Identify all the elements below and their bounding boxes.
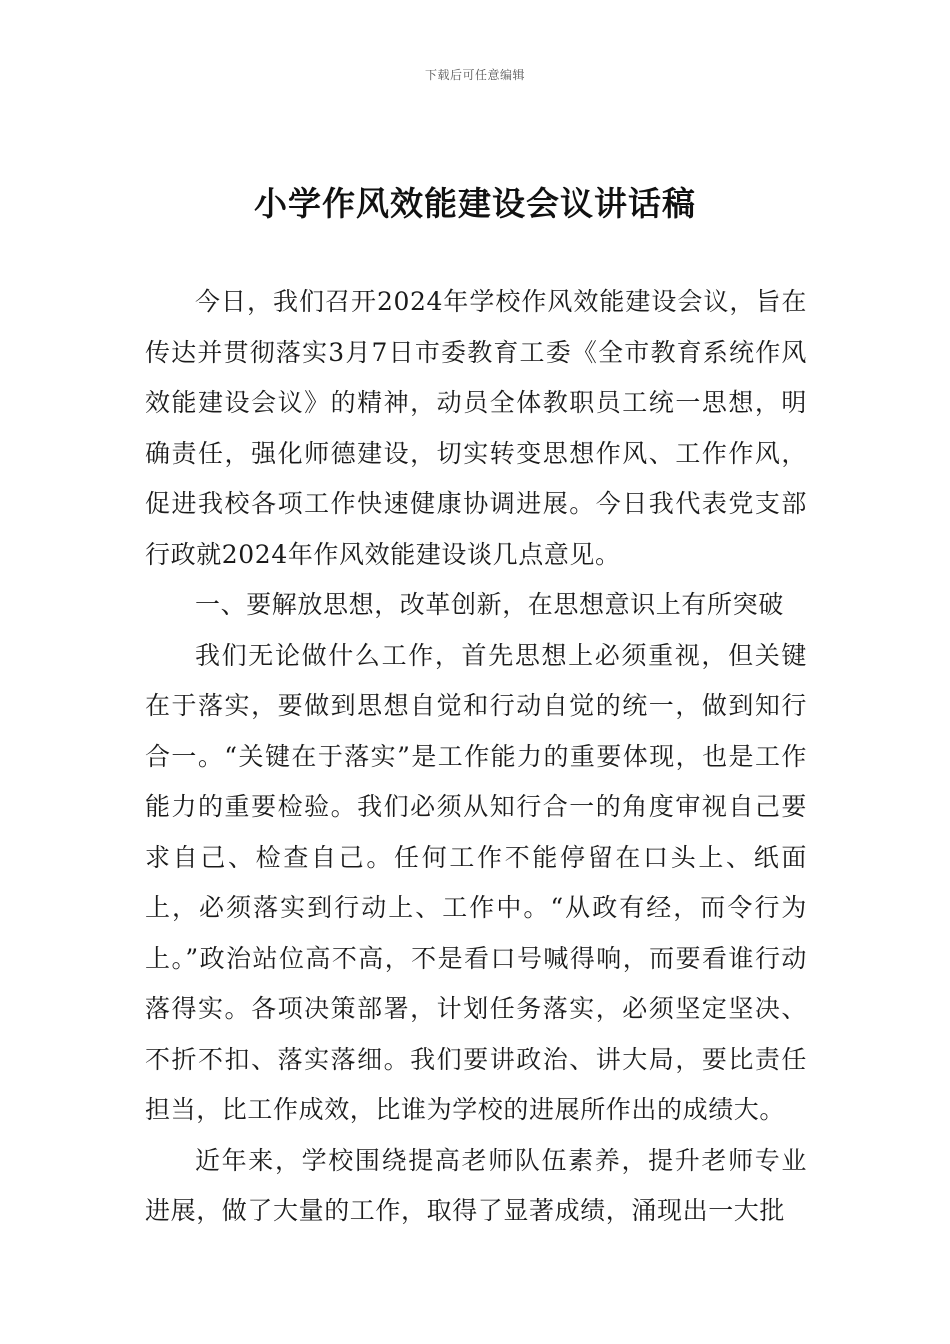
paragraph-continued: 近年来，学校围绕提高老师队伍素养，提升老师专业进展，做了大量的工作，取得了显著成绩，涌现出一大批	[145, 1145, 807, 1225]
document-title: 小学作风效能建设会议讲话稿	[254, 184, 696, 223]
paragraph-section-1: 我们无论做什么工作，首先思想上必须重视，但关键在于落实，要做到思想自觉和行动自觉的统一，做到知行合一。“关键在于落实”是工作能力的重要体现，也是工作能力的重要检验。我们必须从知行合一的角度审视自己要求自己、检查自己。任何工作不能停留在口头上、纸面上，必须落实到行动上、工作中。“从政有经，而令行为上。”政治站位高不高，不是看口号喊得响，而要看谁行动落得实。各项决策部署，计划任务落实，必须坚定坚决、不折不扣、落实落细。我们要讲政治、讲大局，要比责任担当，比工作成效，比谁为学校的进展所作出的成绩大。	[145, 640, 807, 1124]
document-body	[145, 277, 807, 1237]
paragraph-intro: 今日，我们召开2024年学校作风效能建设会议，旨在传达并贯彻落实3月7日市委教育工委《全市教育系统作风效能建设会议》的精神，动员全体教职员工统一思想，明确责任，强化师德建设，切实转变思想作风、工作作风，促进我校各项工作快速健康协调进展。今日我代表党支部行政就2024年作风效能建设谈几点意见。	[145, 287, 807, 569]
header-note: 下载后可任意编辑	[424, 68, 525, 82]
section-heading-1: 一、要解放思想，改革创新，在思想意识上有所突破	[195, 590, 784, 619]
